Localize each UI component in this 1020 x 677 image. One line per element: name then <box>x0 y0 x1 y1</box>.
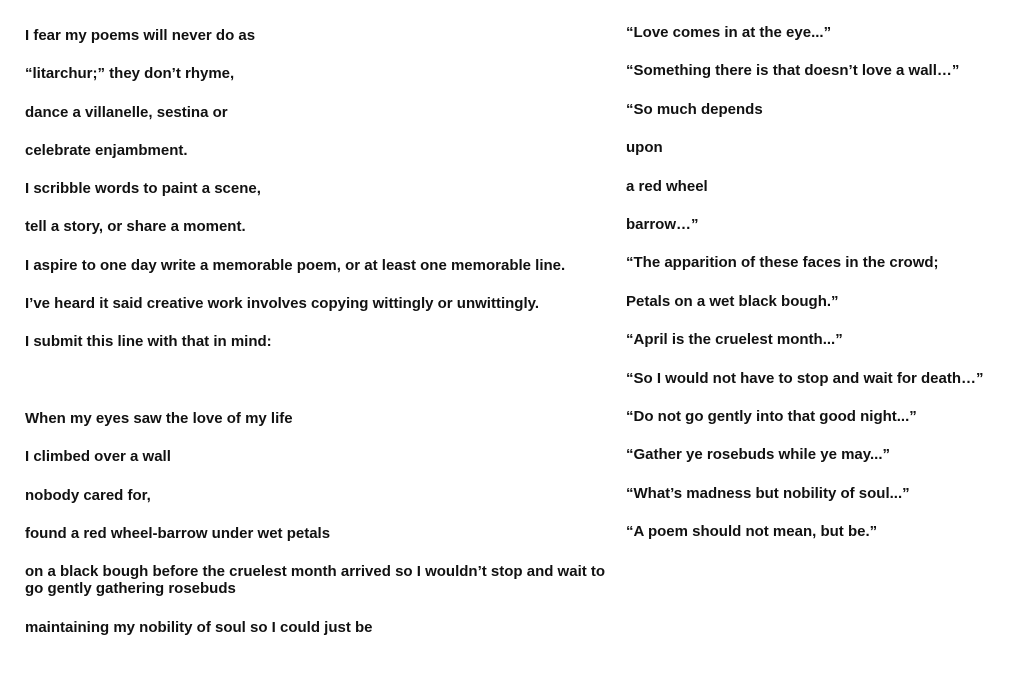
poem-line: nobody cared for, <box>25 486 151 504</box>
quote-line: “So I would not have to stop and wait for death…” <box>626 369 984 387</box>
intro-line: I’ve heard it said creative work involves copying wittingly or unwittingly. <box>25 295 540 313</box>
poem-line: on a black bough before the cruelest month arrived so I wouldn’t stop and wait to go gently gathering rosebuds <box>25 563 606 598</box>
poem-line: When my eyes saw the love of my life <box>25 409 293 427</box>
poem-line: I climbed over a wall <box>25 448 171 466</box>
quote-line: “What’s madness but nobility of soul...” <box>626 484 910 502</box>
quote-line: “Something there is that doesn’t love a wall…” <box>626 62 960 80</box>
quote-line: a red wheel <box>626 177 708 195</box>
intro-line: tell a story, or share a moment. <box>25 218 246 236</box>
left-column <box>25 24 610 654</box>
quote-line: “Gather ye rosebuds while ye may...” <box>626 446 890 464</box>
poem-line: found a red wheel-barrow under wet petals <box>25 524 331 542</box>
intro-line: dance a villanelle, sestina or <box>25 103 228 121</box>
intro-line: “litarchur;” they don’t rhyme, <box>25 65 235 83</box>
quote-line: barrow…” <box>626 215 699 233</box>
poem-line: maintaining my nobility of soul so I could just be <box>25 619 373 637</box>
quote-line: “Love comes in at the eye...” <box>626 24 832 41</box>
quote-line: Petals on a wet black bough.” <box>626 292 839 310</box>
quote-line: “Do not go gently into that good night...” <box>626 407 917 425</box>
intro-line: celebrate enjambment. <box>25 141 188 159</box>
intro-line: I fear my poems will never do as <box>25 27 256 44</box>
quote-line: “So much depends <box>626 100 763 118</box>
quote-line: “A poem should not mean, but be.” <box>626 523 878 541</box>
quote-line: “The apparition of these faces in the crowd; <box>626 254 939 272</box>
stanza-break <box>25 369 610 407</box>
right-column <box>626 24 1016 561</box>
intro-line: I aspire to one day write a memorable poem, or at least one memorable line. <box>25 256 566 274</box>
intro-line: I scribble words to paint a scene, <box>25 180 261 198</box>
quote-line: upon <box>626 139 663 157</box>
intro-line: I submit this line with that in mind: <box>25 333 272 351</box>
quote-line: “April is the cruelest month...” <box>626 331 843 349</box>
